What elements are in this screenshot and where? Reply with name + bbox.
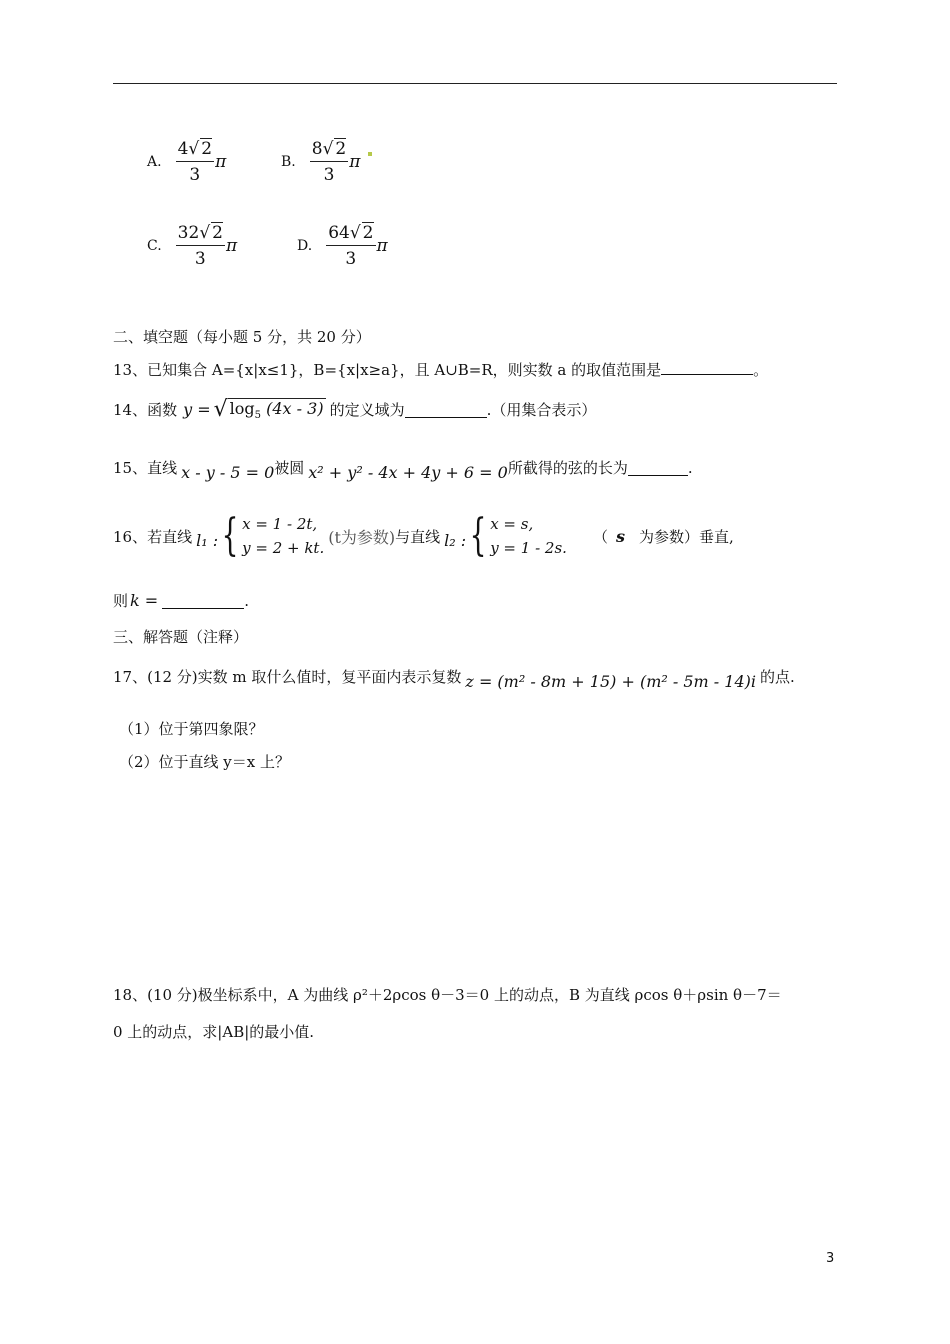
section-2-heading: 二、填空题（每小题 5 分，共 20 分） <box>113 328 371 346</box>
q16-param-t: (t为参数) <box>328 527 396 547</box>
question-15: 15、直线 x - y - 5 = 0 被圆 x² + y² - 4x + 4y + 6 = 0 所截得的弦的长为 . <box>113 458 693 482</box>
option-b: B. $\frac{8√ 2}{3}$ π <box>281 139 361 185</box>
question-17-part-2: （2）位于直线 y＝x 上？ <box>119 753 291 771</box>
page-number: 3 <box>826 1251 835 1266</box>
q16-l2-system: { x = s, y = 1 - 2s. <box>469 510 567 561</box>
option-d-label: D. <box>297 238 313 254</box>
option-a-fraction: $\frac{4√ 2}{3}$ <box>177 139 213 185</box>
question-18-line-2: 0 上的动点，求|AB|的最小值. <box>113 1023 315 1041</box>
question-17: 17、(12 分)实数 m 取什么值时，复平面内表示复数 z = (m² - 8m + 15) + (m² - 5m - 14)i 的点. <box>113 668 795 691</box>
q16-param-s: s <box>615 526 625 546</box>
q16-l1-system: { x = 1 - 2t, y = 2 + kt. <box>221 510 325 561</box>
option-c-label: C. <box>147 238 162 254</box>
stray-mark <box>368 152 372 156</box>
answer-blank-15[interactable] <box>628 460 688 476</box>
header-rule <box>113 83 837 84</box>
question-16: 16、若直线 l₁ : { x = 1 - 2t, y = 2 + kt. (t为参数) 与直线 l₂ : { x = s, y = 1 - 2s. （ s 为参数）垂直, <box>113 510 734 561</box>
q16-l1-label: l₁ : <box>196 530 219 550</box>
question-13: 13、已知集合 A={x|x≤1}，B={x|x≥a}，且 A∪B=R，则实数 a 的取值范围是 。 <box>113 361 769 379</box>
option-a: A. $\frac{4√ 2}{3}$ π <box>147 139 227 185</box>
option-c-fraction: $\frac{32√ 2}{3}$ <box>177 223 223 269</box>
q15-line-equation: x - y - 5 = 0 <box>181 463 275 482</box>
q15-circle-equation: x² + y² - 4x + 4y + 6 = 0 <box>308 463 508 482</box>
option-c: C. $\frac{32√ 2}{3}$ π <box>147 223 238 269</box>
option-d-fraction: $\frac{64√ 2}{3}$ <box>328 223 374 269</box>
option-a-label: A. <box>147 154 162 170</box>
option-b-label: B. <box>281 154 296 170</box>
question-16-answer-line: 则 k = . <box>113 591 249 610</box>
q17-complex-formula: z = (m² - 8m + 15) + (m² - 5m - 14)i <box>465 672 756 691</box>
question-14: 14、函数 y = √ $\log_5 (4x - 3)$ 的定义域为 .（用集合表示） <box>113 397 597 423</box>
question-17-part-1: （1）位于第四象限？ <box>119 720 264 738</box>
answer-blank-14[interactable] <box>405 402 487 418</box>
option-b-fraction: $\frac{8√ 2}{3}$ <box>311 139 347 185</box>
section-3-heading: 三、解答题（注释） <box>113 628 249 646</box>
question-13-text: 13、已知集合 A={x|x≤1}，B={x|x≥a}，且 A∪B=R，则实数 a 的取值范围是 <box>113 361 662 379</box>
q14-function-y: y = <box>183 400 211 420</box>
q14-sqrt-log: √ $\log_5 (4x - 3)$ <box>213 397 324 423</box>
q16-l2-label: l₂ : <box>444 530 467 550</box>
question-18-line-1: 18、(10 分)极坐标系中，A 为曲线 ρ²＋2ρcos θ－3＝0 上的动点，B 为直线 ρcos θ＋ρsin θ－7＝ <box>113 986 782 1004</box>
answer-blank-16[interactable] <box>162 593 244 609</box>
answer-blank-13[interactable] <box>661 359 753 375</box>
option-d: D. $\frac{64√ 2}{3}$ π <box>297 223 388 269</box>
